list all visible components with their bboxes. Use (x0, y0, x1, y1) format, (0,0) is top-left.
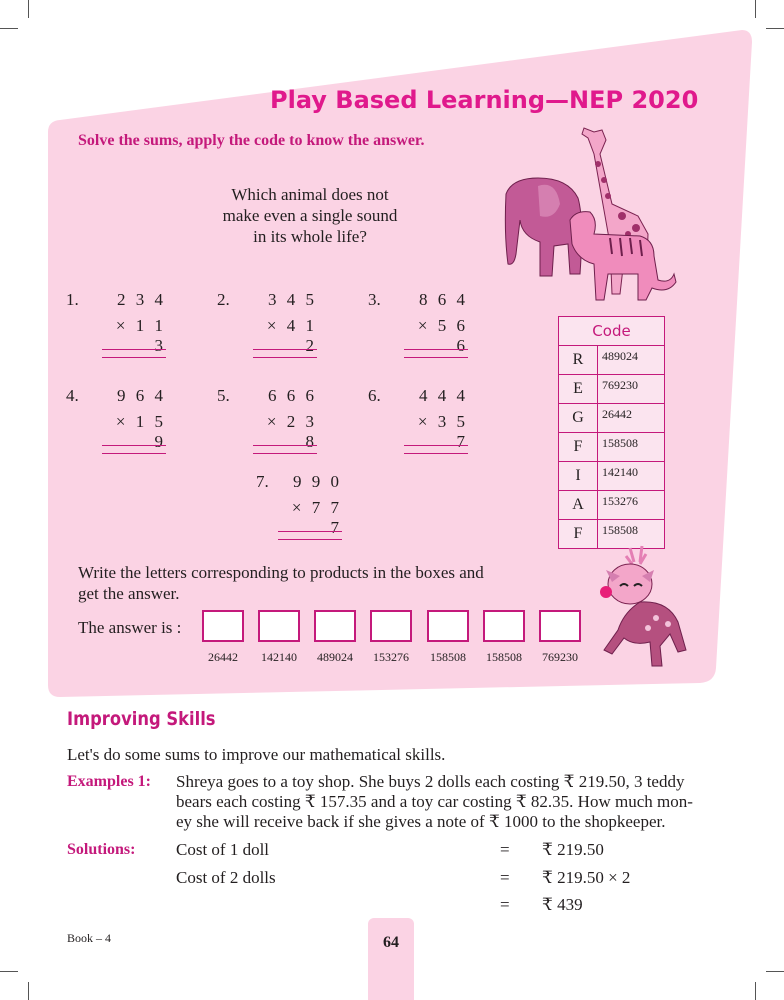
animals-illustration (498, 124, 680, 302)
code-row (559, 433, 665, 462)
crop-mark (766, 971, 784, 972)
code-value: 769230 (598, 375, 665, 404)
code-value: 158508 (598, 433, 665, 462)
code-row (559, 404, 665, 433)
code-letter: E (559, 375, 598, 404)
multiplicand: 6 6 6 (268, 386, 317, 405)
example-label: Examples 1: (67, 773, 151, 790)
riddle-question (200, 184, 420, 247)
code-value: 142140 (598, 462, 665, 491)
code-table (558, 316, 665, 549)
answer-product: 158508 (430, 650, 466, 664)
answer-product: 153276 (373, 650, 409, 664)
instruction-line: get the answer. (78, 584, 180, 603)
code-row (559, 346, 665, 375)
code-letter: A (559, 491, 598, 520)
answer-product: 769230 (542, 650, 578, 664)
multiplicand: 9 6 4 (117, 386, 166, 405)
multiplicand: 9 9 0 (293, 472, 342, 491)
multiplier: × 3 5 7 (404, 412, 468, 454)
step-value: ₹ 219.50 (542, 840, 604, 859)
crop-mark (0, 971, 18, 972)
code-value: 153276 (598, 491, 665, 520)
multiplicand: 3 4 5 (268, 290, 317, 309)
riddle-line: in its whole life? (253, 227, 367, 246)
code-letter: F (559, 520, 598, 549)
answer-box[interactable] (258, 610, 300, 642)
sum-number: 4. (66, 386, 79, 405)
multiplier: × 2 3 8 (253, 412, 317, 454)
riddle-line: make even a single sound (222, 206, 398, 225)
page-title: Play Based Learning—NEP 2020 (270, 86, 699, 114)
answer-box[interactable] (370, 610, 412, 642)
answer-instruction (78, 562, 538, 604)
sum-number: 7. (256, 472, 269, 491)
answer-label: The answer is : (78, 618, 182, 637)
answer-line[interactable] (404, 348, 468, 350)
code-letter: R (559, 346, 598, 375)
example-line: Shreya goes to a toy shop. She buys 2 dolls each costing ₹ 219.50, 3 teddy (176, 772, 685, 791)
answer-product: 158508 (486, 650, 522, 664)
answer-product: 26442 (208, 650, 238, 664)
multiplicand: 2 3 4 (117, 290, 166, 309)
step-equals: = (500, 840, 510, 859)
code-row (559, 375, 665, 404)
code-value: 489024 (598, 346, 665, 375)
code-letter: I (559, 462, 598, 491)
code-letter: G (559, 404, 598, 433)
code-value: 26442 (598, 404, 665, 433)
answer-line[interactable] (253, 348, 317, 350)
intro-text: Let's do some sums to improve our mathematical skills. (67, 745, 446, 764)
code-value: 158508 (598, 520, 665, 549)
step-description: Cost of 2 dolls (176, 868, 276, 887)
code-letter: F (559, 433, 598, 462)
answer-line[interactable] (102, 444, 166, 446)
answer-box[interactable] (539, 610, 581, 642)
step-equals: = (500, 895, 510, 914)
answer-line[interactable] (102, 348, 166, 350)
sum-number: 5. (217, 386, 230, 405)
answer-box[interactable] (427, 610, 469, 642)
solutions-label: Solutions: (67, 841, 136, 858)
crop-mark (755, 982, 756, 1000)
answer-box[interactable] (314, 610, 356, 642)
riddle-line: Which animal does not (231, 185, 389, 204)
sum-number: 2. (217, 290, 230, 309)
step-description: Cost of 1 doll (176, 840, 270, 859)
book-label: Book – 4 (67, 931, 112, 945)
step-value: ₹ 439 (542, 895, 583, 914)
deer-illustration (590, 542, 694, 670)
crop-mark (28, 982, 29, 1000)
step-value: ₹ 219.50 × 2 (542, 868, 631, 887)
answer-line[interactable] (253, 444, 317, 446)
code-table-header: Code (559, 317, 665, 346)
instruction-line: Write the letters corresponding to products in the boxes and (78, 563, 484, 582)
multiplier: × 7 7 7 (278, 498, 342, 540)
sum-number: 1. (66, 290, 79, 309)
page-number: 64 (383, 934, 399, 951)
example-line: ey she will receive back if she gives a note of ₹ 1000 to the shopkeeper. (176, 812, 666, 831)
code-row (559, 491, 665, 520)
page-number-tab (368, 918, 414, 1000)
sum-number: 6. (368, 386, 381, 405)
multiplier: × 1 1 3 (102, 316, 166, 358)
answer-box[interactable] (202, 610, 244, 642)
multiplicand: 8 6 4 (419, 290, 468, 309)
example-line: bears each costing ₹ 157.35 and a toy car costing ₹ 82.35. How much mon- (176, 792, 693, 811)
multiplier: × 4 1 2 (253, 316, 317, 358)
multiplicand: 4 4 4 (419, 386, 468, 405)
section-heading: Improving Skills (67, 708, 216, 730)
instruction-text: Solve the sums, apply the code to know the answer. (78, 132, 425, 149)
answer-line[interactable] (278, 530, 342, 532)
sum-number: 3. (368, 290, 381, 309)
step-equals: = (500, 868, 510, 887)
multiplier: × 1 5 9 (102, 412, 166, 454)
answer-box[interactable] (483, 610, 525, 642)
answer-line[interactable] (404, 444, 468, 446)
answer-product: 489024 (317, 650, 353, 664)
multiplier: × 5 6 6 (404, 316, 468, 358)
code-row (559, 462, 665, 491)
answer-product: 142140 (261, 650, 297, 664)
